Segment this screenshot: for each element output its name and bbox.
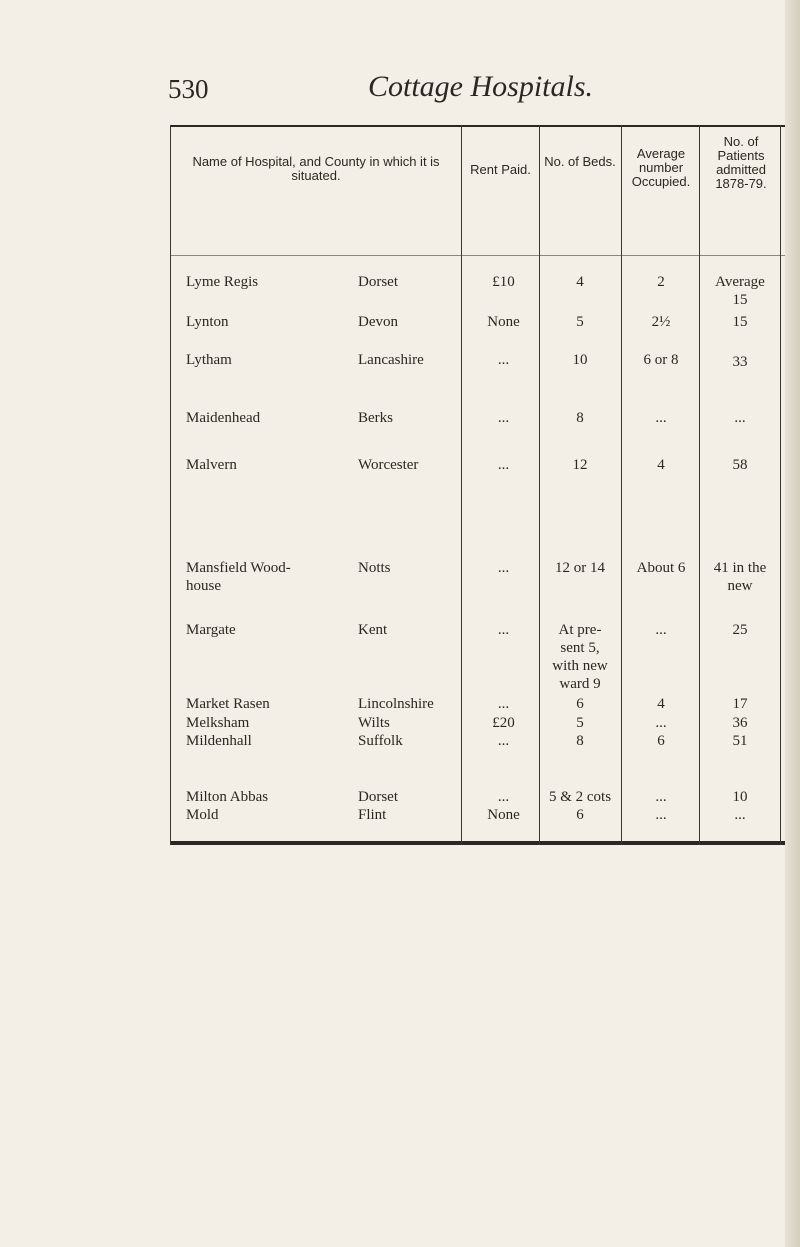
- cell-average: ...: [655, 789, 667, 805]
- cell-average: ...: [655, 807, 667, 823]
- cell-county: Wilts: [358, 715, 390, 731]
- cell-name: Mansfield Wood- house: [186, 560, 291, 594]
- cell-beds: 6: [576, 696, 584, 712]
- cell-patients: 17: [732, 696, 748, 712]
- cell-average: ...: [655, 715, 667, 731]
- hospital-table: [170, 125, 790, 845]
- cell-average: 2: [657, 274, 665, 290]
- cell-county: Berks: [358, 410, 393, 426]
- cell-beds: 12: [572, 457, 588, 473]
- cell-rent: None: [487, 807, 520, 823]
- cell-name: Maidenhead: [186, 410, 261, 426]
- cell-name: Lyme Regis: [186, 274, 259, 290]
- cell-rent: £10: [492, 274, 515, 290]
- cell-rent: ...: [497, 789, 510, 805]
- cell-beds: 8: [576, 410, 584, 426]
- cell-beds: 10: [572, 352, 588, 368]
- cell-name: Market Rasen: [186, 696, 270, 712]
- cell-average: ...: [655, 622, 667, 638]
- page-header: [168, 70, 728, 110]
- cell-county: Dorset: [358, 274, 398, 290]
- cell-county: Notts: [358, 560, 391, 576]
- cell-patients: 41 in the new: [713, 560, 767, 594]
- cell-name: Margate: [186, 622, 236, 638]
- cell-patients: 25: [732, 622, 748, 638]
- cell-county: Devon: [358, 314, 398, 330]
- cell-county: Lancashire: [358, 352, 424, 368]
- cell-name: Lynton: [186, 314, 229, 330]
- cell-patients: 10: [732, 789, 748, 805]
- header-patients: No. of Patients admitted 1878-79.: [715, 134, 767, 191]
- cell-average: 4: [657, 457, 665, 473]
- cell-rent: ...: [497, 696, 510, 712]
- header-rule: [170, 255, 790, 256]
- cell-patients: ...: [734, 807, 746, 823]
- cell-patients: 33: [732, 354, 748, 370]
- cell-rent: ...: [497, 622, 510, 638]
- cell-rent: £20: [492, 715, 515, 731]
- cell-average: ...: [655, 410, 667, 426]
- cell-name: Milton Abbas: [186, 789, 269, 805]
- cell-patients: 51: [732, 733, 748, 749]
- cell-rent: ...: [497, 733, 510, 749]
- column-divider: [780, 125, 781, 845]
- cell-beds: 4: [576, 274, 584, 290]
- cell-county: Kent: [358, 622, 388, 638]
- cell-beds: 5: [576, 715, 584, 731]
- header-rent: Rent Paid.: [470, 162, 531, 177]
- page-number: 530: [168, 74, 209, 104]
- cell-average: 2½: [651, 314, 671, 330]
- header-beds: No. of Beds.: [544, 154, 616, 169]
- page-edge: [785, 0, 800, 1247]
- cell-name: Lytham: [186, 352, 232, 368]
- cell-county: Dorset: [358, 789, 398, 805]
- cell-name: Melksham: [186, 715, 250, 731]
- cell-average: About 6: [636, 560, 686, 576]
- cell-rent: None: [487, 314, 520, 330]
- table-left-border: [170, 125, 171, 845]
- cell-patients: 15: [732, 314, 748, 330]
- cell-name: Malvern: [186, 457, 237, 473]
- cell-average: 4: [657, 696, 665, 712]
- table-continuation: [170, 825, 790, 845]
- cell-beds: 12 or 14: [555, 560, 605, 576]
- cell-patients: 58: [732, 457, 748, 473]
- cell-county: Worcester: [358, 457, 419, 473]
- cell-beds: 6: [576, 807, 584, 823]
- cell-average: 6: [657, 733, 665, 749]
- header-average: Average number Occupied.: [631, 146, 691, 189]
- cell-beds: 5: [576, 314, 584, 330]
- cell-patients: 36: [732, 715, 748, 731]
- table-top-rule: [170, 125, 790, 127]
- cell-beds: 5 & 2 cots: [548, 789, 612, 805]
- cell-average: 6 or 8: [643, 352, 679, 368]
- cell-name: Mold: [186, 807, 219, 823]
- cell-patients: Average 15: [715, 274, 765, 308]
- header-name: Name of Hospital, and County in which it is situated.: [192, 154, 440, 183]
- cell-county: Suffolk: [358, 733, 403, 749]
- cell-patients: ...: [734, 410, 746, 426]
- cell-rent: ...: [497, 352, 510, 368]
- cell-county: Lincolnshire: [358, 696, 434, 712]
- cell-name: Mildenhall: [186, 733, 252, 749]
- cell-rent: ...: [497, 560, 510, 576]
- cell-rent: ...: [497, 457, 510, 473]
- cell-beds: At pre- sent 5, with new ward 9: [552, 622, 608, 692]
- cell-rent: ...: [497, 410, 510, 426]
- cell-county: Flint: [358, 807, 387, 823]
- running-title: Cottage Hospitals.: [368, 70, 594, 103]
- cell-beds: 8: [576, 733, 584, 749]
